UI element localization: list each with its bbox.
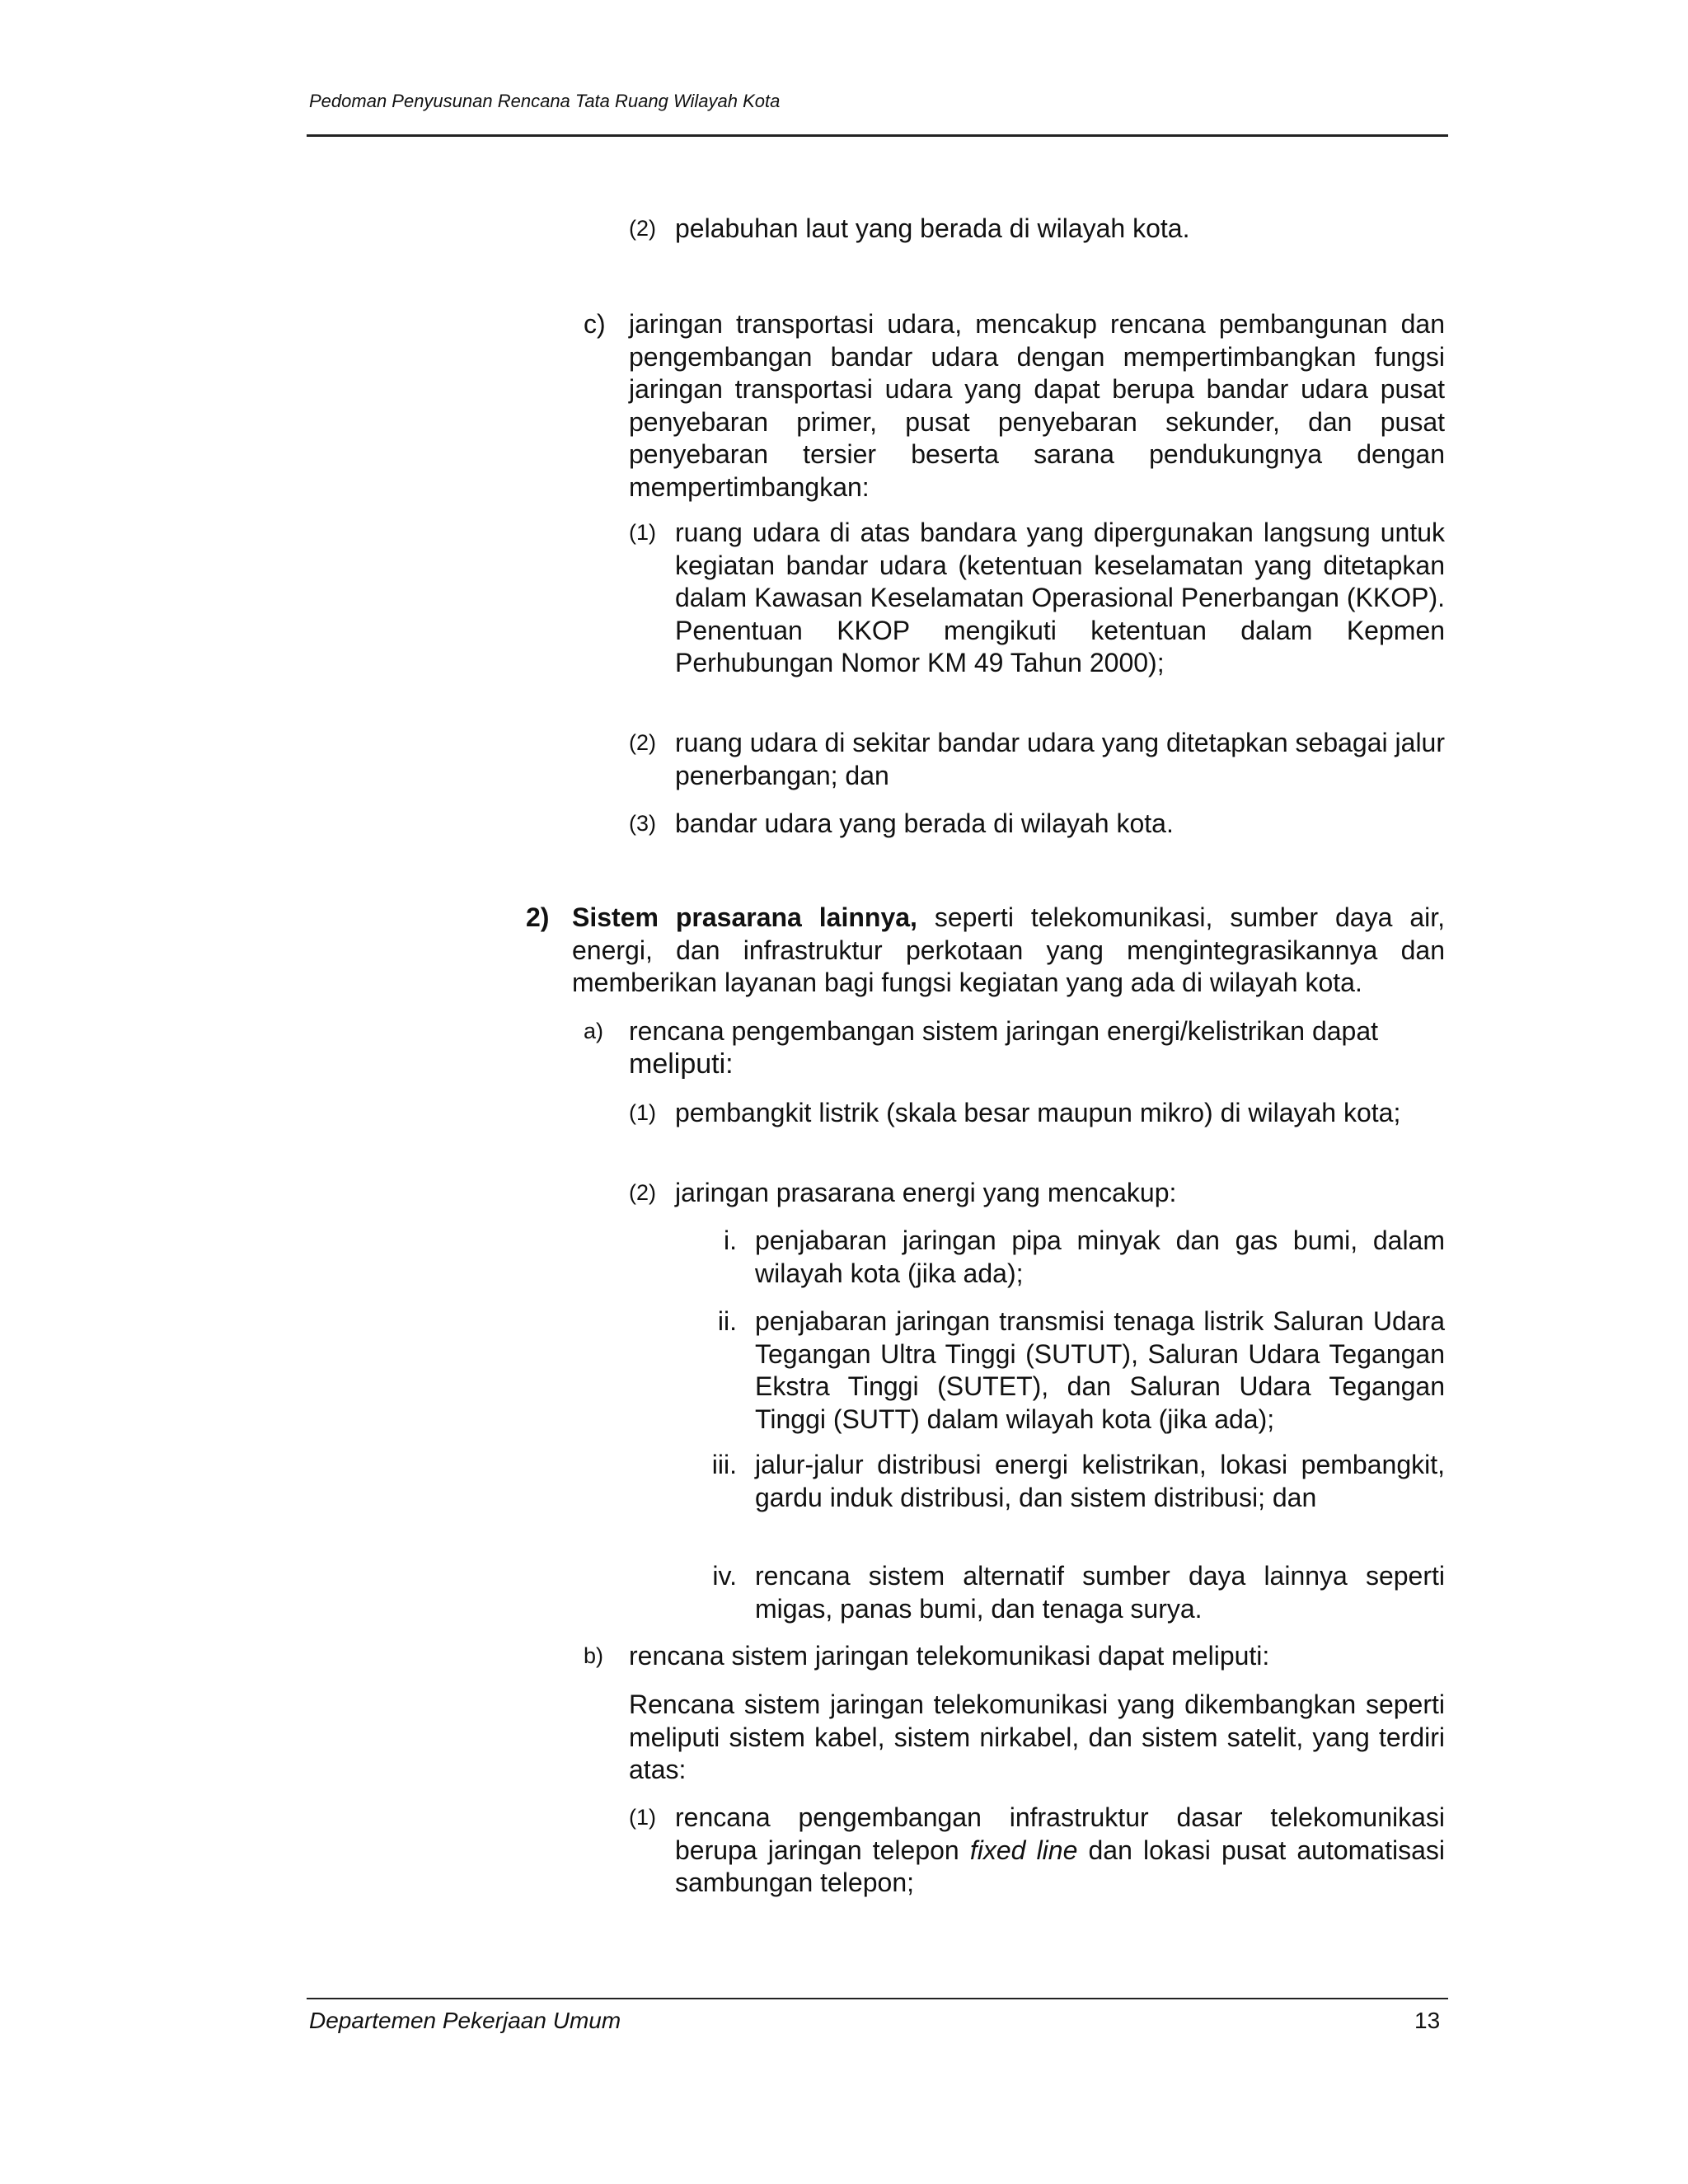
item-marker: (2) (629, 216, 656, 241)
item-text: pembangkit listrik (skala besar maupun mikro) di wilayah kota; (675, 1098, 1401, 1127)
subitem-marker: iii. (711, 1450, 737, 1479)
item-marker: (2) (629, 730, 656, 755)
subitem-text: jalur-jalur distribusi energi kelistrikan, lokasi pembangkit, gardu induk distribusi, dan sistem distribusi; dan (755, 1450, 1445, 1512)
subitem-marker: i. (724, 1226, 737, 1255)
header-title: Pedoman Penyusunan Rencana Tata Ruang Wilayah Kota (309, 91, 781, 111)
subitem-marker: ii. (717, 1306, 737, 1336)
item-text-line: meliputi: (629, 1047, 734, 1080)
footer-divider (307, 1998, 1448, 1999)
subitem-text: rencana sistem alternatif sumber daya lainnya seperti migas, panas bumi, dan tenaga surya. (755, 1561, 1445, 1624)
section-text (572, 902, 1445, 1000)
item-text-part: dan lokasi pusat automatisasi sambungan telepon; (675, 1835, 1446, 1897)
subitem-text: penjabaran jaringan transmisi tenaga listrik Saluran Udara Tegangan Ultra Tinggi (SUTUT), Saluran Udara Tegangan Ekstra Tinggi (SUTET), dan Saluran Udara Tegangan Tinggi (SUTT) dalam wilayah kota (jika ada); (755, 1306, 1445, 1434)
item-text: ruang udara di sekitar bandar udara yang ditetapkan sebagai jalur penerbangan; dan (675, 728, 1445, 790)
item-marker: a) (584, 1019, 604, 1043)
item-text-part: rencana pengembangan infrastruktur dasar telekomunikasi berupa jaringan telepon (675, 1802, 1445, 1865)
item-marker: (1) (629, 1805, 656, 1830)
footer-org: Departemen Pekerjaan Umum (309, 2008, 621, 2033)
section-heading: Sistem prasarana lainnya, (572, 902, 917, 932)
item-text-italic: fixed line (969, 1835, 1078, 1865)
item-text (675, 1802, 1445, 1900)
subitem-marker: iv. (712, 1561, 737, 1591)
header-divider (307, 134, 1448, 137)
item-text: jaringan prasarana energi yang mencakup: (675, 1178, 1177, 1207)
item-text (629, 1015, 1445, 1080)
item-text: rencana sistem jaringan telekomunikasi dapat meliputi: (629, 1641, 1270, 1671)
item-marker: (1) (629, 520, 656, 545)
item-text: pelabuhan laut yang berada di wilayah kota. (675, 213, 1190, 243)
page-number: 13 (1414, 2008, 1441, 2033)
subitem-text: penjabaran jaringan pipa minyak dan gas bumi, dalam wilayah kota (jika ada); (755, 1226, 1445, 1288)
paragraph-text: Rencana sistem jaringan telekomunikasi yang dikembangkan seperti meliputi sistem kabel, sistem nirkabel, dan sistem satelit, yang terdiri atas: (629, 1690, 1445, 1784)
item-text: ruang udara di atas bandara yang dipergunakan langsung untuk kegiatan bandar udara (ketentuan keselamatan yang ditetapkan dalam Kawasan Keselamatan Operasional Penerbangan (KKOP). Penentuan KKOP mengikuti ketentuan dalam Kepmen Perhubungan Nomor KM 49 Tahun 2000); (675, 518, 1445, 677)
item-marker: b) (584, 1643, 604, 1668)
section-body: seperti telekomunikasi, sumber daya air, energi, dan infrastruktur perkotaan yang mengintegrasikannya dan memberikan layanan bagi fungsi kegiatan yang ada di wilayah kota. (572, 902, 1446, 997)
item-marker: (1) (629, 1100, 656, 1125)
item-text: jaringan transportasi udara, mencakup rencana pembangunan dan pengembangan bandar udara dengan mempertimbangkan fungsi jaringan transportasi udara yang dapat berupa bandar udara pusat penyebaran primer, pusat penyebaran sekunder, dan pusat penyebaran tersier beserta sarana pendukungnya dengan mempertimbangkan: (629, 309, 1445, 502)
item-text-line: rencana pengembangan sistem jaringan energi/kelistrikan dapat (629, 1016, 1379, 1046)
item-marker: (3) (629, 811, 656, 836)
item-text: bandar udara yang berada di wilayah kota. (675, 808, 1174, 838)
item-marker: c) (584, 309, 606, 339)
section-marker: 2) (526, 902, 550, 932)
item-marker: (2) (629, 1180, 656, 1205)
